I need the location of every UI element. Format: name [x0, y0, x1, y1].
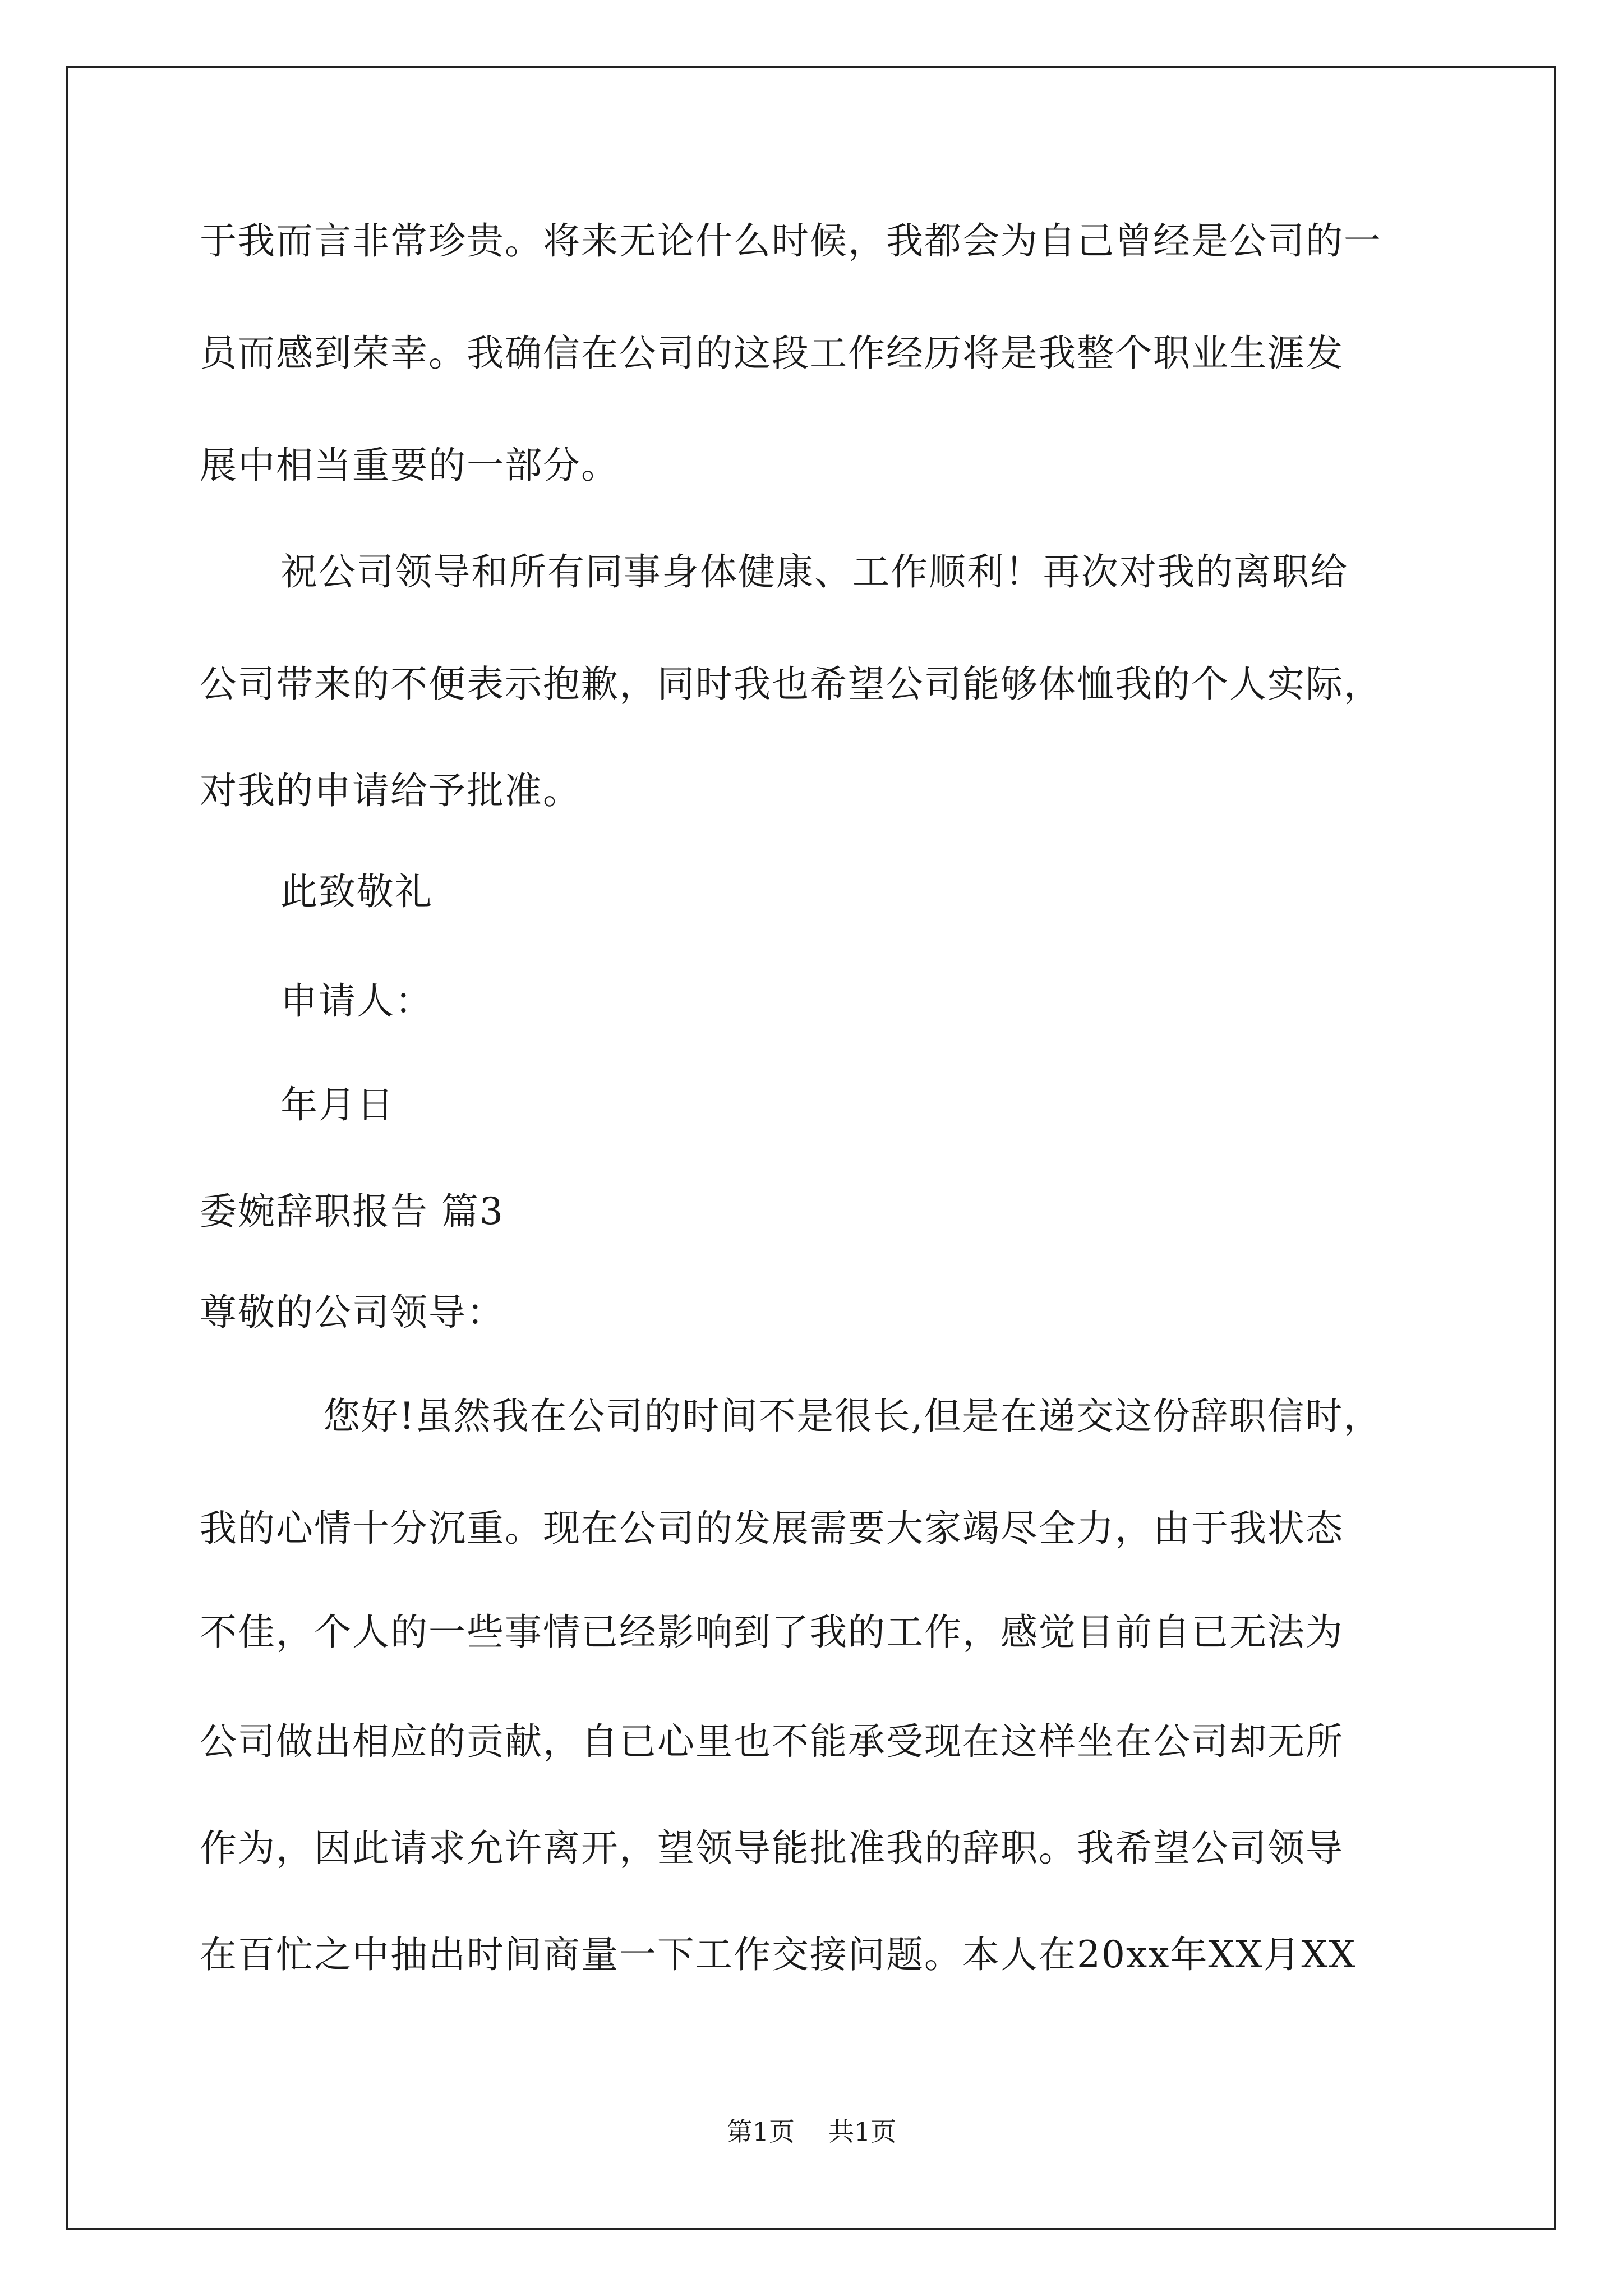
body-line-16: 作为，因此请求允许离开，望领导能批准我的辞职。我希望公司领导	[200, 1826, 1344, 1870]
closing-salutation: 此致敬礼	[280, 870, 433, 913]
body-line-15: 公司做出相应的贡献，自已心里也不能承受现在这样坐在公司却无所	[200, 1720, 1344, 1763]
body-line-5: 公司带来的不便表示抱歉，同时我也希望公司能够体恤我的个人实际，	[200, 662, 1382, 706]
body-line-2: 员而感到荣幸。我确信在公司的这段工作经历将是我整个职业生涯发	[200, 332, 1344, 375]
section-title: 委婉辞职报告 篇3	[200, 1190, 504, 1233]
page-footer	[0, 2115, 1623, 2148]
body-line-4: 祝公司领导和所有同事身体健康、工作顺利！再次对我的离职给	[280, 550, 1348, 593]
body-line-6: 对我的申请给予批准。	[200, 769, 581, 812]
page-total: 共1页	[828, 2116, 897, 2147]
applicant-label: 申请人：	[280, 979, 433, 1023]
greeting: 尊敬的公司领导：	[200, 1291, 505, 1334]
body-line-14: 不佳，个人的一些事情已经影响到了我的工作，感觉目前自已无法为	[200, 1611, 1344, 1654]
body-line-17: 在百忙之中抽出时间商量一下工作交接问题。本人在20xx年XX月XX	[200, 1933, 1357, 1976]
body-line-13: 我的心情十分沉重。现在公司的发展需要大家竭尽全力，由于我状态	[200, 1507, 1344, 1550]
page-number: 第1页	[726, 2116, 795, 2147]
body-line-3: 展中相当重要的一部分。	[200, 444, 619, 487]
date-label: 年月日	[280, 1083, 395, 1126]
page-border	[66, 66, 1556, 2230]
body-line-12: 您好!虽然我在公司的时间不是很长,但是在递交这份辞职信时，	[323, 1395, 1382, 1438]
body-line-1: 于我而言非常珍贵。将来无论什么时候，我都会为自己曾经是公司的一	[200, 219, 1382, 263]
